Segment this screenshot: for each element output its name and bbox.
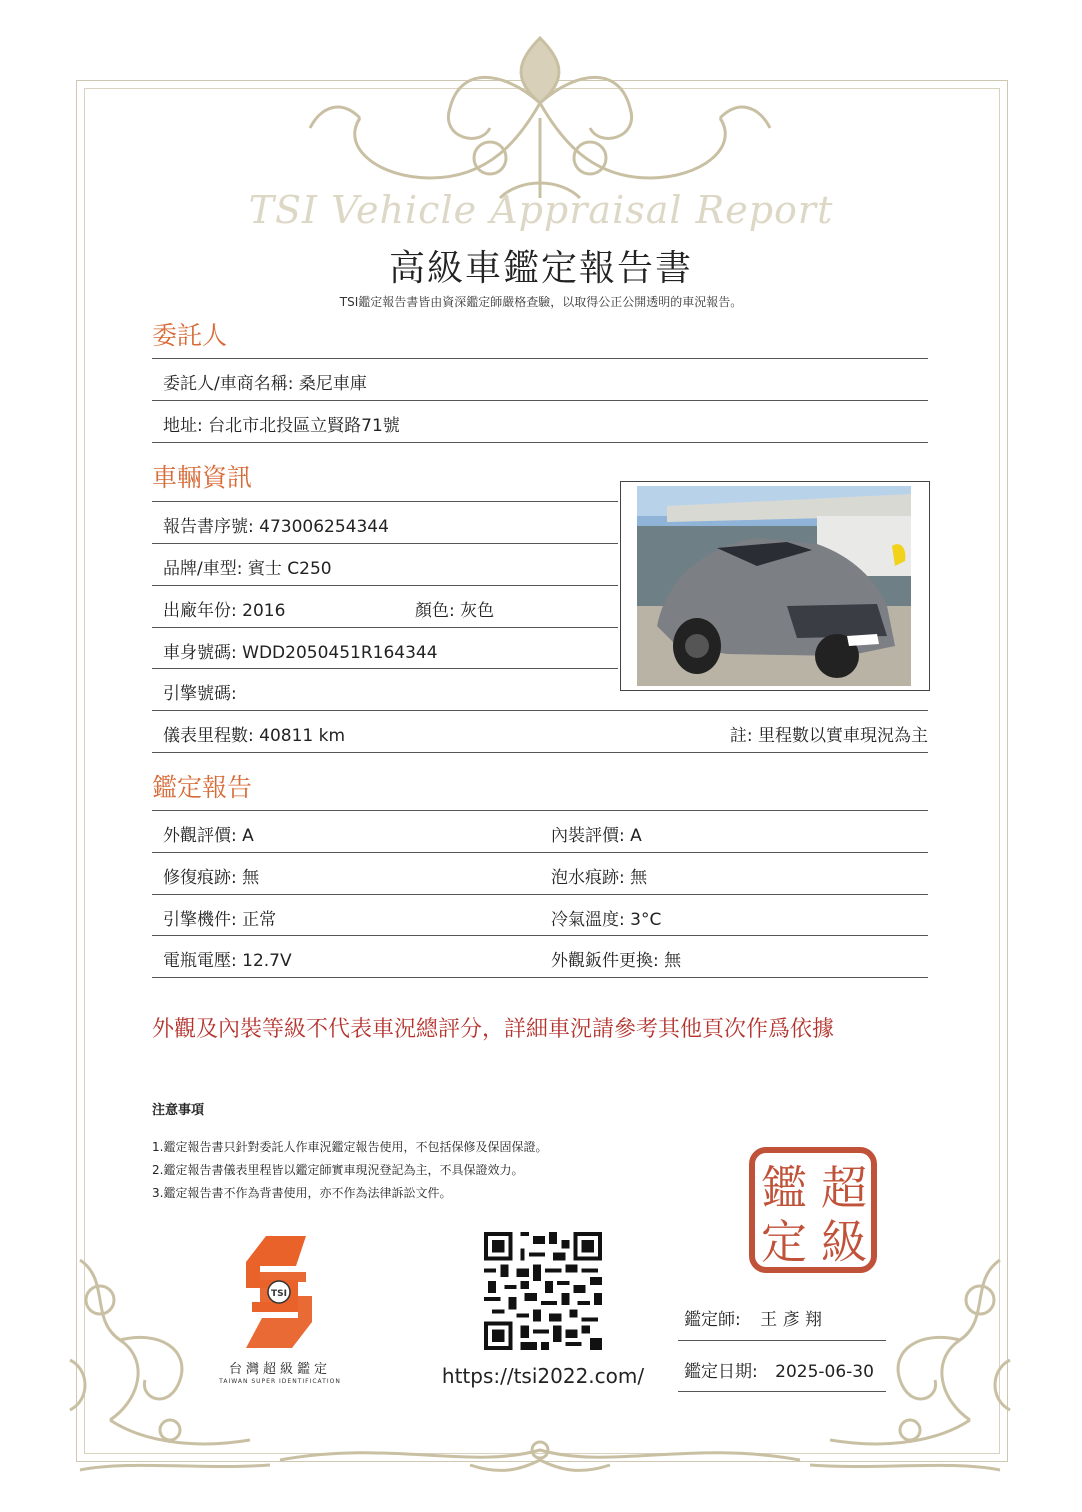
color-label: 顏色: [415,601,455,621]
year-value: 2016 [242,601,286,621]
battery-voltage-label: 電瓶電壓: [163,951,237,971]
year-label: 出廠年份: [163,601,237,621]
tsi-logo-icon [236,1232,322,1352]
divider [152,501,618,502]
appraisal-date-label: 鑑定日期: [684,1362,758,1382]
battery-voltage-value: 12.7V [242,951,292,971]
vin-label: 車身號碼: [163,643,237,663]
engine-parts-row [163,905,276,930]
exterior-grade-row [163,821,254,846]
divider [152,710,928,711]
mileage-note: 註: 里程數以實車現況為主 [729,726,928,746]
serial-row [163,512,389,537]
logo-text-en: TAIWAN SUPER IDENTIFICATION [219,1378,341,1385]
interior-grade-row [551,821,642,846]
flood-trace-row [551,863,647,888]
engine-number-row [163,679,237,704]
vehicle-photo-frame [620,481,930,691]
client-section-title: 委託人 [152,321,228,350]
svg-text:級: 級 [821,1215,867,1269]
mileage-label: 儀表里程數: [163,726,254,746]
appraisal-date-row [684,1357,874,1382]
vin-value: WDD2050451R164344 [242,643,438,663]
battery-voltage-row [163,946,292,971]
divider [152,977,928,978]
vin-row [163,638,438,663]
divider [152,752,928,753]
vehicle-photo [637,486,911,686]
divider [152,358,928,359]
client-address-row [163,411,400,436]
divider [152,627,618,628]
serial-label: 報告書序號: [163,517,254,537]
repair-trace-label: 修復痕跡: [163,868,237,888]
divider [152,585,618,586]
engine-parts-label: 引擎機件: [163,910,237,930]
signature-line [678,1391,886,1392]
logo-text-zh: 台灣超級鑑定 [228,1362,331,1377]
report-title-zh: 高級車鑑定報告書 [388,248,693,289]
serial-value: 473006254344 [259,517,389,537]
exterior-grade-value: A [242,826,254,846]
flood-trace-label: 泡水痕跡: [551,868,625,888]
divider [152,668,618,669]
signature-line [678,1340,886,1341]
client-name-row [163,369,367,394]
vehicle-section-title: 車輛資訊 [152,463,253,492]
bottom-center-ornament-icon [270,1420,810,1480]
divider [152,442,928,443]
color-row [415,596,494,621]
panel-replacement-label: 外觀鈑件更換: [551,951,659,971]
divider [152,935,928,936]
ac-temperature-value: 3°C [630,910,662,930]
panel-replacement-row [551,946,681,971]
engine-number-label: 引擎號碼: [163,684,237,704]
divider [152,852,928,853]
brand-row [163,554,332,579]
exterior-grade-label: 外觀評價: [163,826,237,846]
ac-temperature-row [551,905,661,930]
qr-code-icon[interactable] [484,1232,602,1350]
svg-text:定: 定 [761,1215,807,1269]
repair-trace-value: 無 [242,868,260,888]
svg-text:TSI: TSI [271,1289,287,1299]
mileage-value: 40811 km [259,726,346,746]
client-address-value: 台北市北投區立賢路71號 [208,416,400,436]
ac-temperature-label: 冷氣溫度: [551,910,625,930]
interior-grade-value: A [630,826,642,846]
appraiser-name: 王 彥 翔 [760,1310,822,1330]
appraisal-seal-stamp [748,1146,878,1274]
appraisal-section-title: 鑑定報告 [152,773,253,802]
repair-trace-row [163,863,259,888]
year-row [163,596,285,621]
appraiser-row [684,1305,822,1330]
client-address-label: 地址: [163,416,203,436]
client-name-label: 委託人/車商名稱: [163,374,294,394]
report-subtitle: TSI鑑定報告書皆由資深鑑定師嚴格查驗，以取得公正公開透明的車況報告。 [339,295,743,309]
panel-replacement-value: 無 [664,951,682,971]
svg-text:鑑: 鑑 [761,1161,807,1215]
divider [152,400,928,401]
client-name-value: 桑尼車庫 [298,374,367,394]
website-url[interactable]: https://tsi2022.com/ [441,1364,645,1388]
appraisal-date-value: 2025-06-30 [775,1362,874,1382]
report-title-en: TSI Vehicle Appraisal Report [248,188,834,232]
grade-disclaimer: 外觀及內裝等級不代表車況總評分，詳細車況請參考其他頁次作爲依據 [152,1017,835,1042]
appraiser-label: 鑑定師: [684,1310,741,1330]
brand-label: 品牌/車型: [163,559,243,579]
interior-grade-label: 內裝評價: [551,826,625,846]
divider [152,894,928,895]
note-item: 2.鑑定報告書儀表里程皆以鑑定師實車現況登記為主，不具保證效力。 [152,1163,524,1177]
flood-trace-value: 無 [630,868,648,888]
divider [152,810,928,811]
color-value: 灰色 [460,601,495,621]
note-item: 1.鑑定報告書只針對委託人作車況鑑定報告使用，不包括保修及保固保證。 [152,1140,548,1154]
divider [152,543,618,544]
svg-text:超: 超 [821,1161,867,1215]
engine-parts-value: 正常 [242,910,277,930]
brand-value: 賓士 C250 [247,559,332,579]
notes-title: 注意事項 [152,1103,205,1118]
mileage-row [163,721,345,746]
note-item: 3.鑑定報告書不作為背書使用，亦不作為法律訴訟文件。 [152,1186,452,1200]
